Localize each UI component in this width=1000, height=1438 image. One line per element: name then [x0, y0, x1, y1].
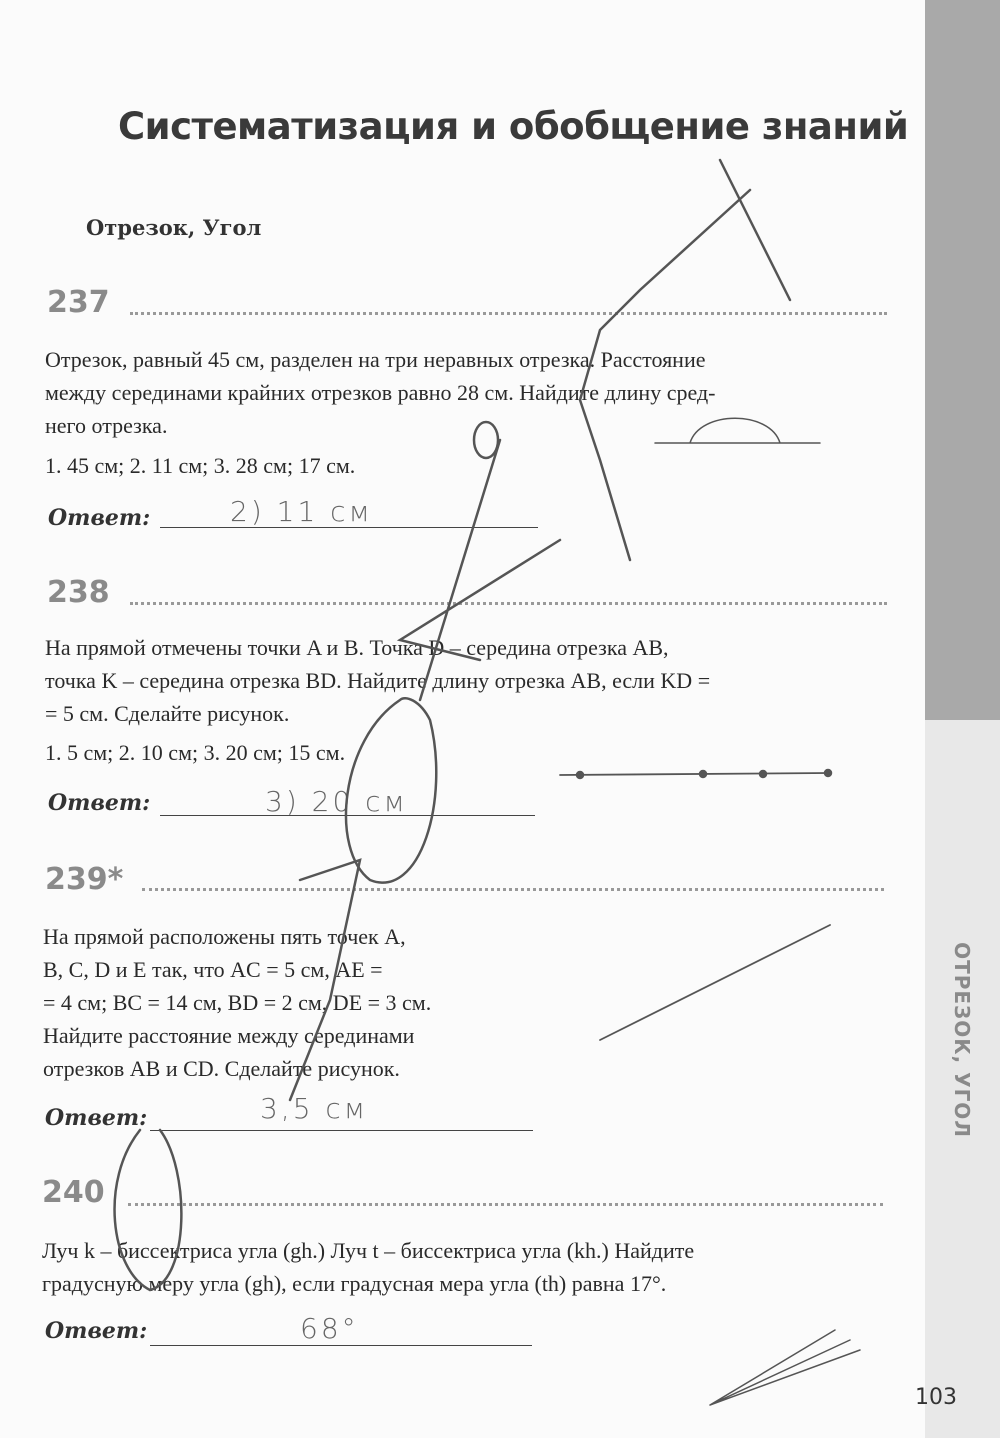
side-section-label: ОТРЕЗОК, УГОЛ: [950, 942, 974, 1138]
scribble-stroke: [580, 160, 790, 560]
task-text: Луч k – биссектриса угла (gh.) Луч t – биссектриса угла (kh.) Найдите градусную меру угла (gh), если градусная мера угла (th) равна 17°.: [42, 1238, 695, 1296]
task-text: На прямой расположены пять точек A, B, C, D и E так, что AC = 5 см, AE = = 4 см; BC = 14 см, BD = 2 см, DE = 3 см. Найдите расстояние между серединами отрезков AB и CD. Сделайте рисунок.: [43, 924, 432, 1081]
scribble-o: [346, 698, 436, 882]
answer-label: Ответ:: [48, 505, 151, 531]
scribble-stroke: [290, 860, 360, 1100]
handwritten-answer: 3) 20 см: [265, 785, 408, 818]
task-options: 1. 45 см; 2. 11 см; 3. 28 см; 17 см.: [45, 453, 356, 478]
task-text: На прямой отмечены точки A и B. Точка D – середина отрезка AB, точка K – середина отрезка BD. Найдите длину отрезка AB, если KD = = 5 см. Сделайте рисунок.: [45, 635, 711, 726]
segment-drawing: [560, 773, 830, 775]
scribble-stroke: [400, 440, 560, 700]
section-subtitle: Отрезок, Угол: [86, 215, 262, 240]
answer-label: Ответ:: [48, 790, 151, 816]
answer-label: Ответ:: [45, 1105, 148, 1131]
page-number: 103: [915, 1385, 957, 1410]
task-text: Отрезок, равный 45 см, разделен на три неравных отрезка. Расстояние между серединами крайних отрезков равно 28 см. Найдите длину сред- него отрезка.: [45, 347, 716, 438]
task-options: 1. 5 см; 2. 10 см; 3. 20 см; 15 см.: [45, 740, 346, 765]
handwritten-answer: 3,5 см: [260, 1092, 368, 1125]
scribble-circle: [474, 422, 498, 458]
task-number: 240: [42, 1175, 105, 1210]
task-number: 237: [47, 285, 110, 320]
task-number: 239*: [45, 862, 124, 897]
handwritten-answer: 2) 11 см: [230, 495, 373, 528]
task-number: 238: [47, 575, 110, 610]
segment-drawing: [600, 925, 830, 1040]
angle-drawing: [710, 1330, 860, 1405]
page-title: Систематизация и обобщение знаний: [118, 105, 909, 148]
handwritten-answer: 68°: [300, 1312, 359, 1345]
answer-label: Ответ:: [45, 1318, 148, 1344]
scribble-o: [115, 1130, 182, 1290]
segment-drawing: [655, 418, 820, 443]
